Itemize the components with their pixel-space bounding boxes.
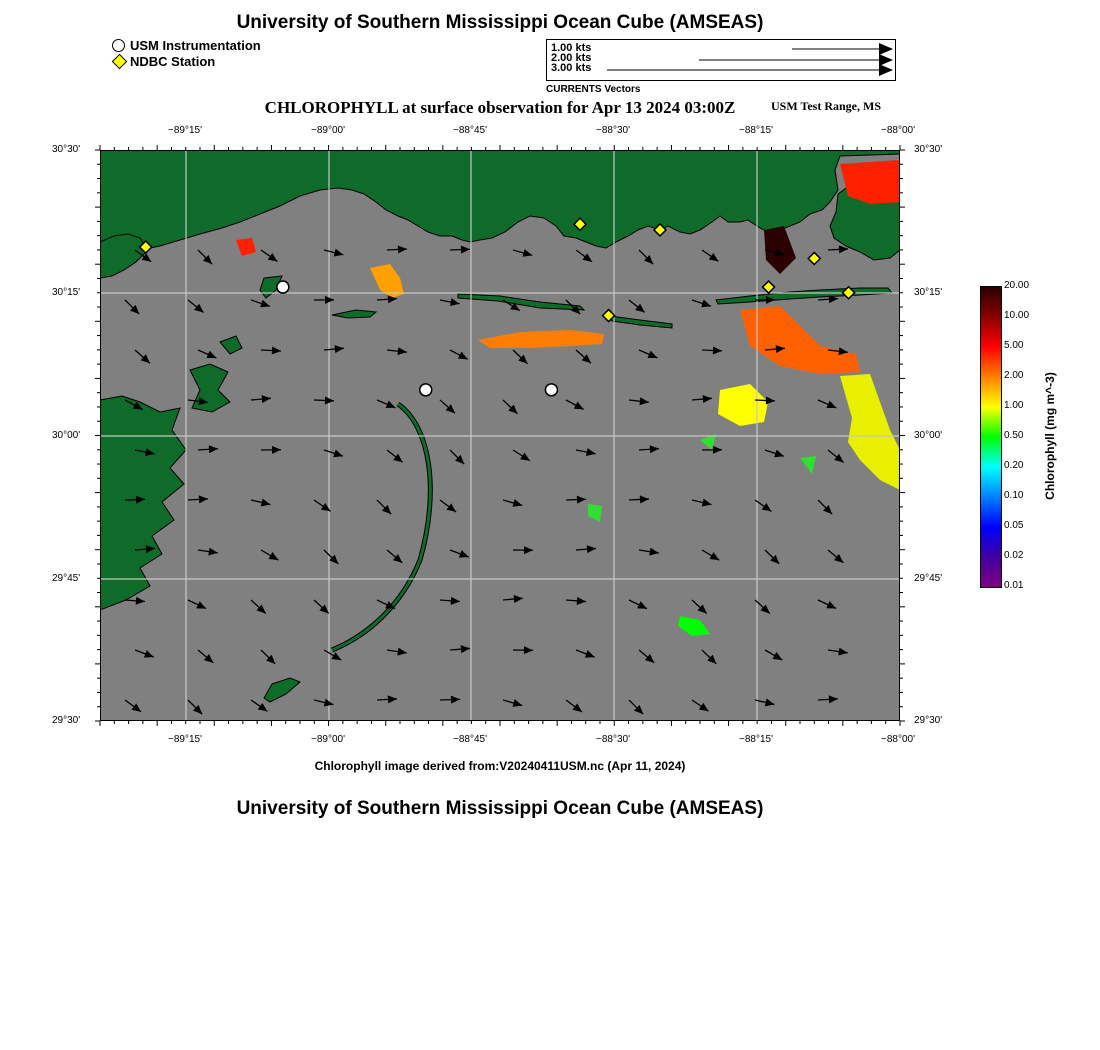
lat-tick-right: 30°15' <box>914 287 943 298</box>
colorbar-tick: 5.00 <box>1004 340 1024 351</box>
lon-tick-bottom: −88°30' <box>596 734 630 745</box>
region-label: USM Test Range, MS <box>771 99 882 113</box>
vector-key-3: 3.00 kts <box>551 62 592 74</box>
lat-tick-right: 29°45' <box>914 573 943 584</box>
vector-key-arrows <box>547 40 895 80</box>
legend-usm-label: USM Instrumentation <box>130 38 261 53</box>
colorbar-gradient <box>981 287 1001 587</box>
lat-tick-right: 30°30' <box>914 144 943 155</box>
colorbar-tick: 0.20 <box>1004 460 1024 471</box>
lon-tick-bottom: −89°15' <box>168 734 202 745</box>
lat-tick-right: 29°30' <box>914 715 943 726</box>
vector-key-box <box>546 39 896 81</box>
bottom-lon-labels <box>100 734 915 748</box>
lon-tick-bottom: −88°15' <box>739 734 773 745</box>
lat-tick-right: 30°00' <box>914 430 943 441</box>
lon-tick-bottom: −88°45' <box>453 734 487 745</box>
lat-tick-left: 30°30' <box>52 144 81 155</box>
legend-ndbc-label: NDBC Station <box>130 54 216 69</box>
colorbar-tick: 2.00 <box>1004 370 1024 381</box>
top-lon-labels <box>100 125 915 139</box>
lon-tick-bottom: −88°00' <box>881 734 915 745</box>
ndbc-diamond-icon <box>112 54 128 70</box>
lon-tick-top: −89°00' <box>311 125 345 136</box>
lon-tick-top: −88°45' <box>453 125 487 136</box>
data-source-note: Chlorophyll image derived from:V20240411USM.nc (Apr 11, 2024) <box>314 759 686 773</box>
colorbar-tick: 1.00 <box>1004 400 1024 411</box>
lon-tick-top: −89°15' <box>168 125 202 136</box>
map-subtitle: CHLOROPHYLL at surface observation for Apr 13 2024 03:00Z <box>264 98 736 117</box>
lat-tick-left: 30°00' <box>52 430 81 441</box>
vector-key-labels <box>551 43 591 73</box>
map-tick-frame <box>94 144 906 727</box>
vector-key-1: 1.00 kts <box>551 42 592 54</box>
page-title: University of Southern Mississippi Ocean Cube (AMSEAS) <box>236 12 764 33</box>
lon-tick-top: −88°30' <box>596 125 630 136</box>
colorbar-tick: 0.05 <box>1004 520 1024 531</box>
lat-tick-left: 30°15' <box>52 287 81 298</box>
lat-tick-left: 29°45' <box>52 573 81 584</box>
colorbar-tick: 10.00 <box>1004 310 1030 321</box>
lat-tick-left: 29°30' <box>52 715 81 726</box>
usm-circle-icon <box>112 39 125 52</box>
vector-key-2: 2.00 kts <box>551 52 592 64</box>
colorbar-title: Chlorophyll (mg m^-3) <box>1043 372 1057 500</box>
bottom-title: University of Southern Mississippi Ocean Cube (AMSEAS) <box>236 798 764 819</box>
colorbar-tick: 20.00 <box>1004 280 1030 291</box>
lon-tick-top: −88°00' <box>881 125 915 136</box>
colorbar-tick: 0.10 <box>1004 490 1024 501</box>
colorbar-tick: 0.01 <box>1004 580 1024 591</box>
vector-key-title: CURRENTS Vectors <box>546 84 641 95</box>
lon-tick-bottom: −89°00' <box>311 734 345 745</box>
colorbar-tick: 0.50 <box>1004 430 1024 441</box>
colorbar-tick: 0.02 <box>1004 550 1024 561</box>
lon-tick-top: −88°15' <box>739 125 773 136</box>
colorbar <box>980 286 1002 588</box>
